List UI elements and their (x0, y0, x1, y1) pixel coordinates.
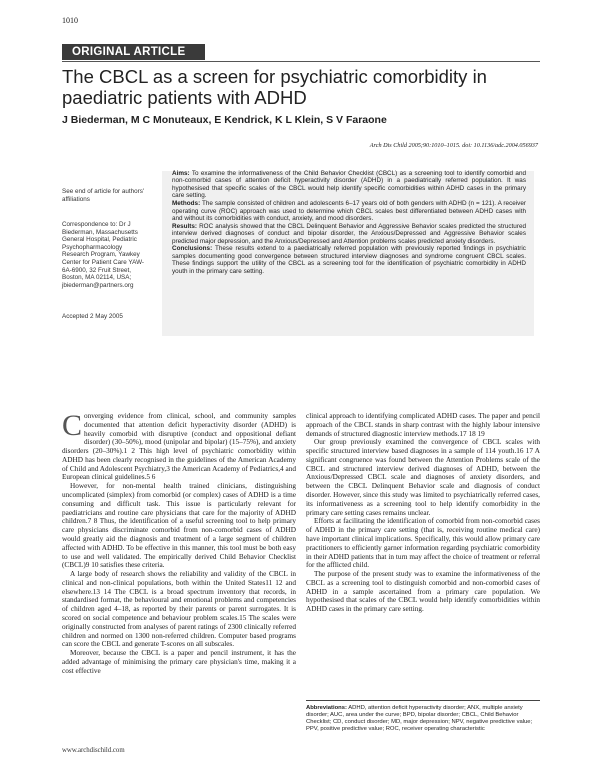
results-text: ROC analysis showed that the CBCL Delinquent Behavior and Aggressive Behavior scales predicted the structured interview derived diagnoses of conduct and bipolar disorder, the Anxious/Depressed and Aggressive Behavior scales predicted major depression, and the Anxious/Depressed and Attention problems scales predicted anxiety disorders. (172, 222, 527, 245)
results-label: Results: (172, 222, 198, 230)
abbreviations-text: ADHD, attention deficit hyperactivity disorder; ANX, multiple anxiety disorder; AUC, area under the curve; BPD, bipolar disorder; CBCL, Child Behavior Checklist; CD, conduct disorder; MD, major depression; NPV, negative predictive value; PPV, positive predictive value; ROC, receiver operating characteristic (306, 705, 533, 732)
paragraph-text: onverging evidence from clinical, school, and community samples documented that attention deficit hyperactivity disorder (ADHD) is heavily comorbid with disruptive (conduct and oppositional defiant disorder) (30–50%), mood (unipolar and bipolar) (15–75%), and anxiety disorders (20–30%).1 2 This high level of psychiatric comorbidity within ADHD has been clearly recognised in the guidelines of the American Academy of Child and Adolescent Psychiatry,3 the American Academy of Pediatrics,4 and European clinical guidelines.5 6 (62, 412, 296, 482)
abbreviations-label: Abbreviations: (306, 705, 347, 711)
aims-text: To examine the informativeness of the Child Behavior Checklist (CBCL) as a screening tool to identify comorbid and non-comorbid cases of attention deficit hyperactivity disorder (ADHD) in a paediatrically referred population. It was hypothesised that specific scales of the CBCL would help identify specific comorbidities within ADHD cases in the primary care setting. (172, 170, 526, 200)
body-column-left (62, 409, 296, 675)
body-paragraph: clinical approach to identifying complicated ADHD cases. The paper and pencil approach of the CBCL stands in sharp contrast with the highly labour intensive demands of structured diagnostic interview methods.17 18 19 (306, 412, 540, 438)
body-paragraph: However, for non-mental health trained clinicians, distinguishing uncomplicated (simplex) from comorbid (or complex) cases of ADHD is a time consuming and difficult task. This issue is particularly relevant for paediatricians and routine care physicians that care for the majority of ADHD children.7 8 Thus, the identification of a useful screening tool to help primary care physicians discriminate comorbid from non-comorbid cases of ADHD would greatly aid the diagnosis and treatment of a large segment of children affected with ADHD. To be effective in this manner, this tool must be both easy to use and well validated. The empirically derived Child Behavior Checklist (CBCL)9 10 satisfies these criteria. (62, 482, 296, 570)
body-paragraph (62, 409, 296, 482)
conclusions-text: These results extend to a paediatrically referred population with previously reported findings in psychiatric samples documenting good convergence between structured interview diagnoses and syndrome congruent CBCL scales. These findings support the utility of the CBCL as a screening tool for the identification of psychiatric comorbidity in ADHD youth in the primary care setting. (172, 245, 526, 275)
body-paragraph: A large body of research shows the reliability and validity of the CBCL in clinical and non-clinical populations, both within the United States11 12 and elsewhere.13 14 The CBCL is a broad spectrum inventory that records, in standardised format, the behavioural and emotional problems and competencies of children aged 4–18, as reported by their parents or parent surrogates. It is scored on social competence and behaviour problem scales.15 The scales were originally constructed from analyses of parent ratings of 2300 clinically referred children and normed on 1300 non-referred children. Computer based programs can score the CBCL and generate T-scores on all subscales. (62, 570, 296, 649)
article-type-banner: ORIGINAL ARTICLE (62, 44, 205, 60)
abstract-results (172, 223, 526, 245)
abstract-conclusions (172, 245, 526, 275)
correspondence-block: Correspondence to: Dr J Biederman, Massachusetts General Hospital, Pediatric Psychopharmacology Research Program, Yawkey Center for Patient Care YAW-6A-6900, 32 Fruit Street, Boston, MA 02114, USA; jbiederman@partners.org (62, 221, 145, 289)
accepted-date: Accepted 2 May 2005 (62, 313, 123, 320)
body-paragraph: The purpose of the present study was to examine the informativeness of the CBCL as a screening tool to distinguish comorbid and non-comorbid cases of ADHD in a sample ascertained from a primary care population. We hypothesised that scales of the CBCL would help identify comorbidities within ADHD cases in the primary care setting. (306, 570, 540, 614)
abstract-methods (172, 200, 526, 222)
title-divider (62, 61, 540, 62)
body-paragraph: Efforts at facilitating the identification of comorbid from non-comorbid cases of ADHD in the primary care setting (that is, receiving routine medical care) have important clinical implications. Specifically, this would allow primary care practitioners to efficiently garner information regarding psychiatric comorbidity in their ADHD patients that in turn may affect the choice of treatment or referral for the afflicted child. (306, 517, 540, 570)
page-number: 1010 (62, 16, 78, 25)
abstract-box (162, 171, 534, 336)
drop-cap: C (62, 409, 83, 442)
affiliation-note: See end of article for authors' affiliations (62, 188, 145, 203)
body-paragraph: Moreover, because the CBCL is a paper and pencil instrument, it has the added advantage of minimising the primary care physician's time, making it a cost effective (62, 649, 296, 675)
body-column-right (306, 412, 540, 614)
body-paragraph: Our group previously examined the convergence of CBCL scales with specific structured interview based diagnoses in a sample of 114 youth.16 17 A significant congruence was found between the Attention Problems scale of the CBCL and structured interview derived diagnoses of ADHD, between the Anxious/Depressed CBCL scale and diagnoses of anxiety disorders, and between the CBCL Delinquent Behavior scale and diagnosis of conduct disorder. However, since this study was limited to psychiatrically referred cases, its informativeness as a screening tool to help identify comorbidity in the primary care setting cases remains unclear. (306, 438, 540, 517)
methods-text: The sample consisted of children and adolescents 6–17 years old of both genders with ADHD (n = 121). A receiver operating curve (ROC) approach was used to determine which CBCL scales best differentiated between ADHD cases with and without its comorbidities with conduct, anxiety, and mood disorders. (172, 200, 526, 223)
abbreviations-block (306, 705, 540, 733)
citation-line: Arch Dis Child 2005;90:1010–1015. doi: 10.1136/adc.2004.056937 (369, 142, 538, 149)
conclusions-label: Conclusions: (172, 245, 213, 253)
footer-url: www.archdischild.com (62, 747, 125, 754)
aims-label: Aims: (172, 170, 190, 177)
abbreviations-divider (306, 700, 540, 701)
author-list: J Biederman, M C Monuteaux, E Kendrick, K L Klein, S V Faraone (62, 114, 387, 126)
methods-label: Methods: (172, 200, 201, 208)
article-title: The CBCL as a screen for psychiatric comorbidity in paediatric patients with ADHD (62, 66, 487, 108)
abstract-aims (172, 170, 526, 200)
